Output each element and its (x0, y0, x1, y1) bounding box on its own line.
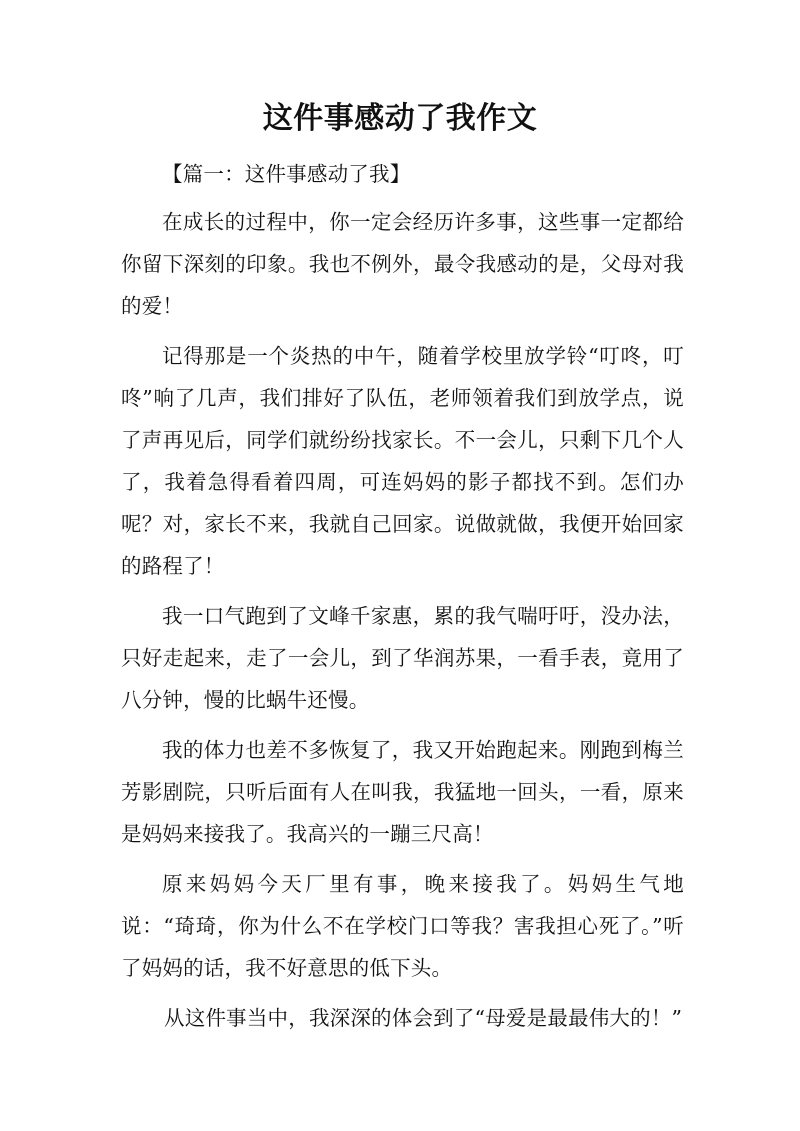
paragraph: 从这件事当中，我深深的体会到了“母爱是最最伟大的！” (164, 1006, 683, 1030)
paragraph: 在成长的过程中，你一定会经历许多事，这些事一定都给你留下深刻的印象。我也不例外，最令我感动的是，父母对我的爱！ (121, 210, 684, 318)
paragraph: 我的体力也差不多恢复了，我又开始跑起来。刚跑到梅兰芳影剧院，只听后面有人在叫我，我猛地一回头，一看，原来是妈妈来接我了。我高兴的一蹦三尺高！ (121, 738, 684, 846)
paragraph: 原来妈妈今天厂里有事，晚来接我了。妈妈生气地说：“琦琦，你为什么不在学校门口等我？害我担心死了。”听了妈妈的话，我不好意思的低下头。 (121, 872, 684, 980)
paragraph: 我一口气跑到了文峰千家惠，累的我气喘吁吁，没办法，只好走起来，走了一会儿，到了华润苏果，一看手表，竟用了八分钟，慢的比蜗牛还慢。 (121, 604, 684, 712)
section-heading: 【篇一：这件事感动了我】 (162, 162, 411, 186)
document-title: 这件事感动了我作文 (262, 101, 538, 136)
document-body (121, 153, 684, 1047)
paragraph: 记得那是一个炎热的中午，随着学校里放学铃“叮咚，叮咚”响了几声，我们排好了队伍，老师领着我们到放学点，说了声再见后，同学们就纷纷找家长。不一会儿，只剩下几个人了，我着急得看着四周，可连妈妈的影子都找不到。怎们办呢？对，家长不来，我就自己回家。说做就做，我便开始回家的路程了！ (121, 344, 684, 578)
